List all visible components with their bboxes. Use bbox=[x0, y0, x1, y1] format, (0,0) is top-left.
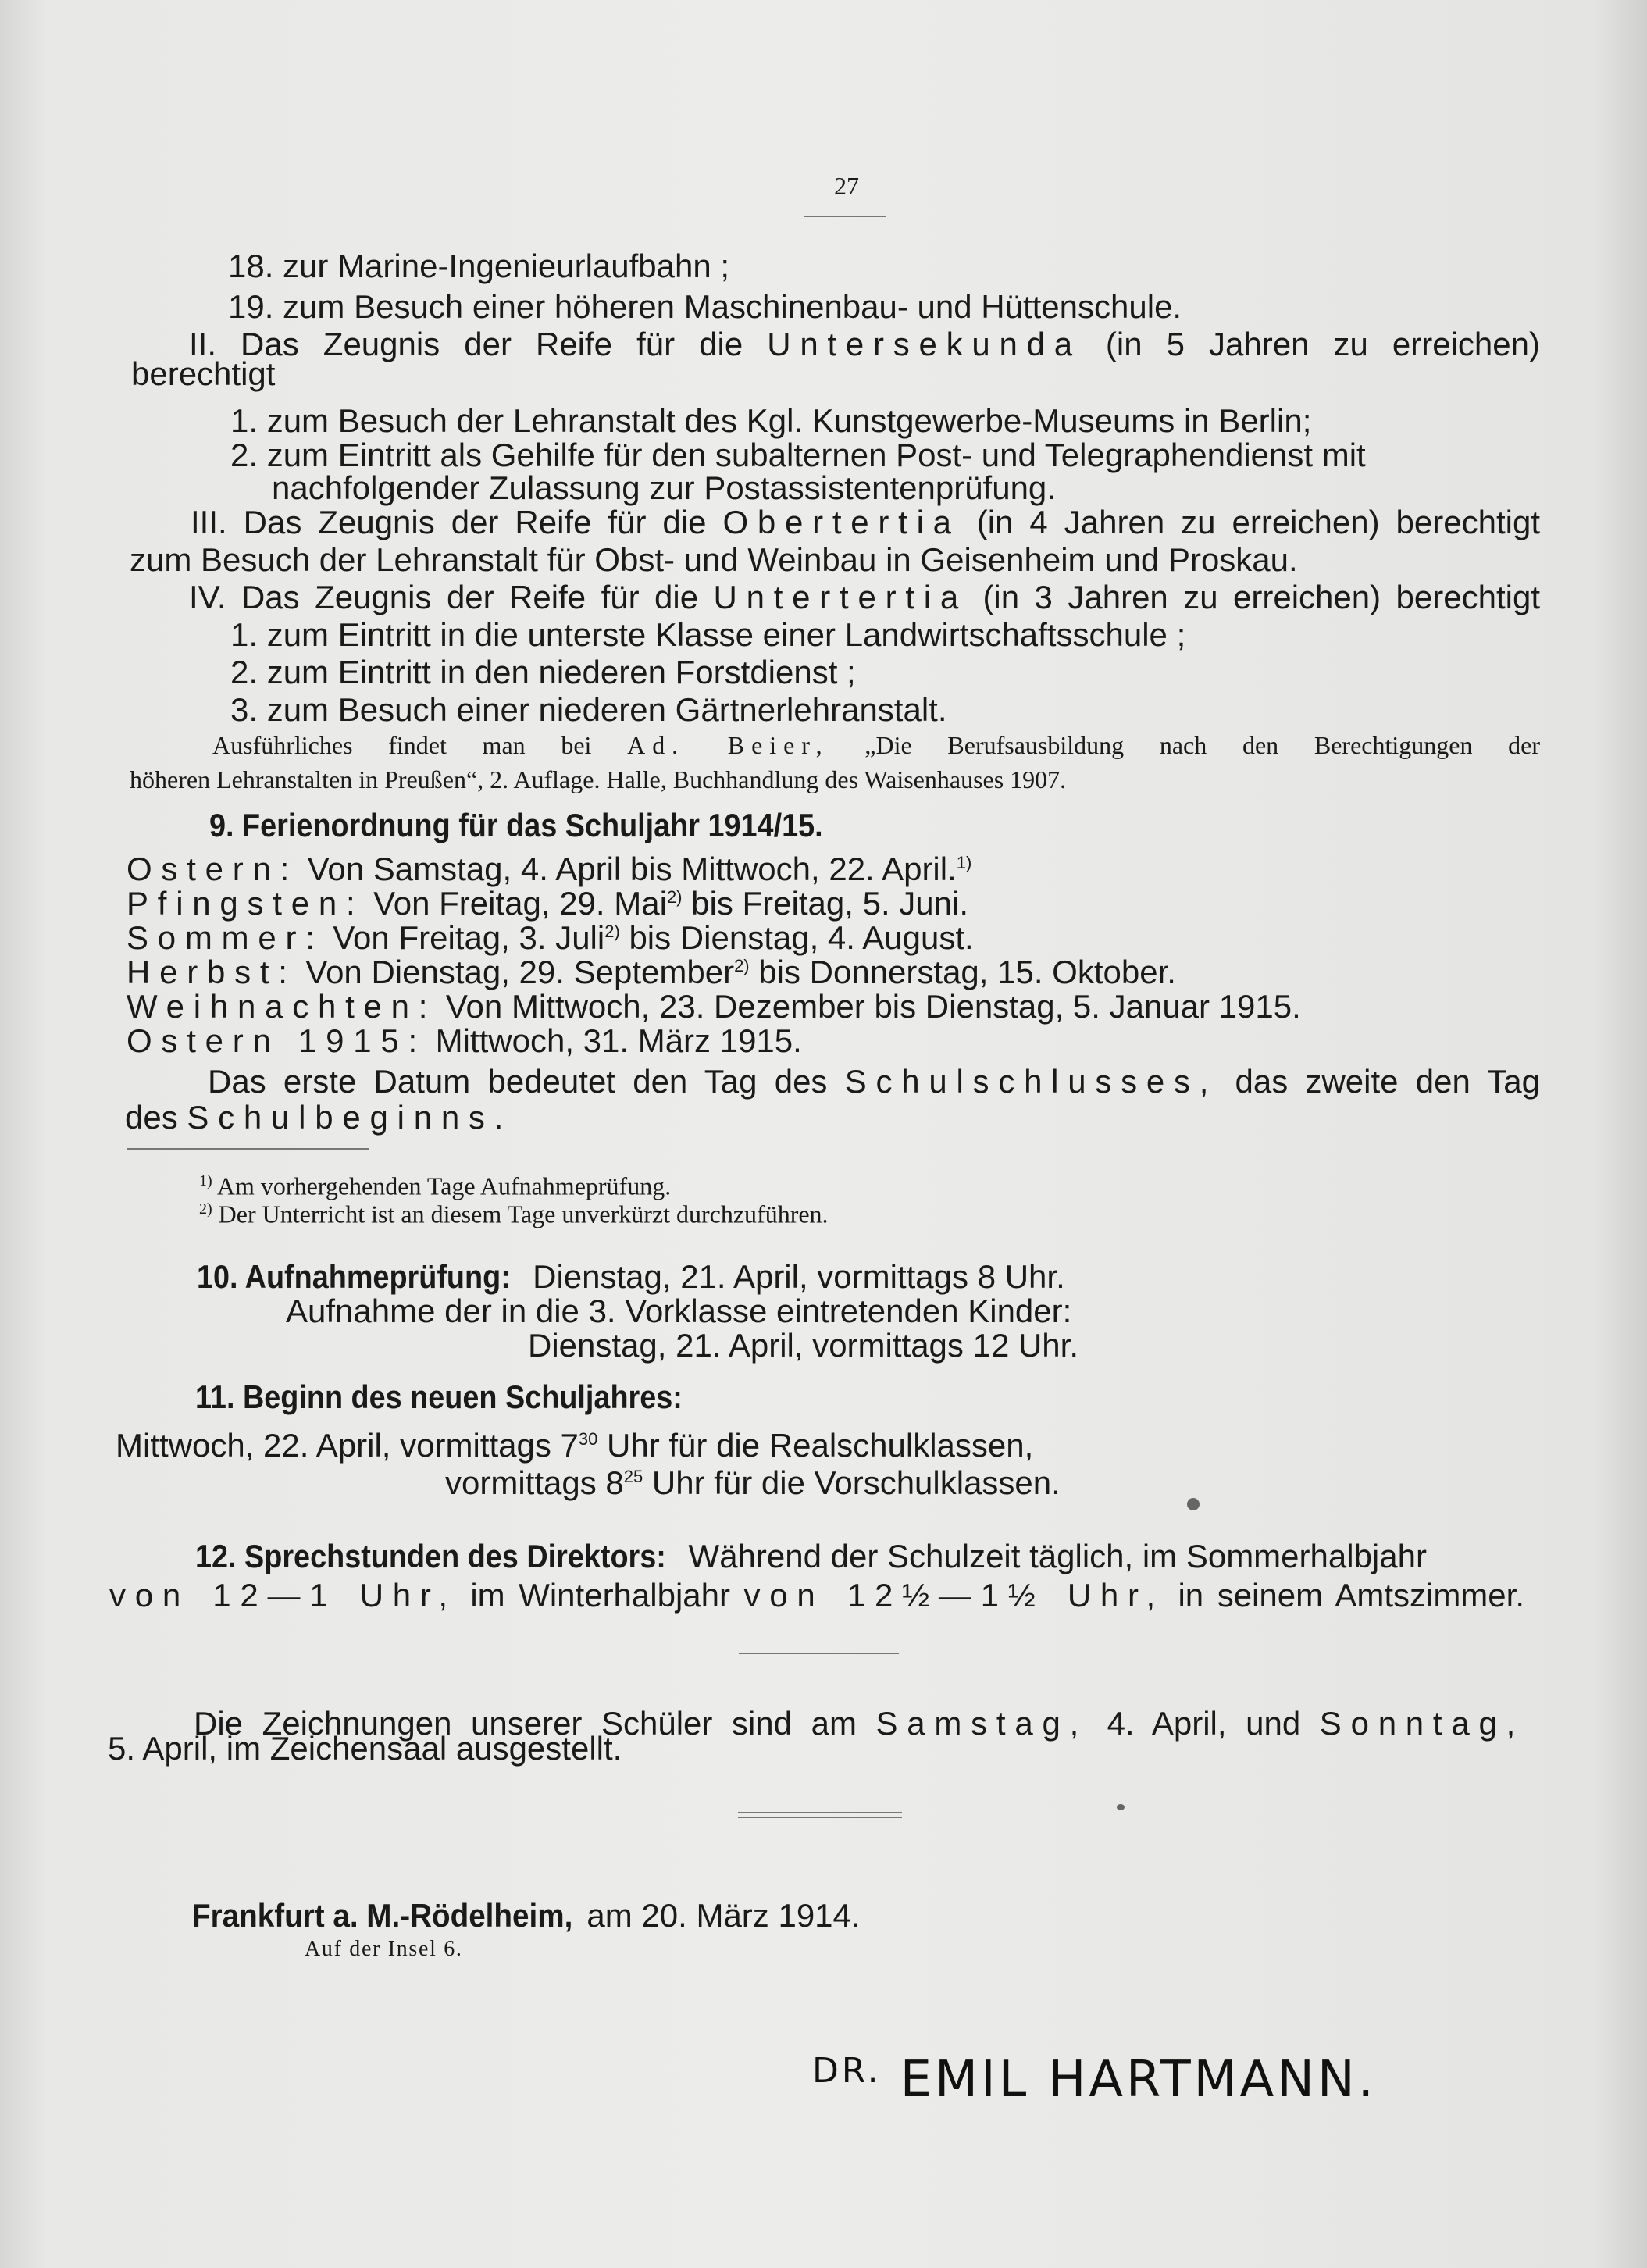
holiday-row: Herbst: Von Dienstag, 29. September$^{2)}$ bis Donnerstag, 15. Oktober. bbox=[127, 954, 1176, 990]
reference-note-line1: Ausführliches findet man bei Ad. Beier, „Die Berufsausbildung nach den Berechtigungen der bbox=[212, 731, 1541, 759]
section-9-note-line2: des Schulbeginns. bbox=[125, 1099, 513, 1136]
page-number-rule bbox=[804, 216, 886, 217]
holiday-row: Pfingsten: Von Freitag, 29. Mai$^{2)}$ bis Freitag, 5. Juni. bbox=[127, 885, 968, 922]
section-11-heading: 11. Beginn des neuen Schuljahres: bbox=[195, 1378, 683, 1415]
section-ii-item2-line1: 2. zum Eintritt als Gehilfe für den subalternen Post- und Telegraphendienst mit bbox=[230, 437, 1366, 473]
section-11-line2: vormittags $8^{25}$ Uhr für die Vorschulklassen. bbox=[445, 1464, 1061, 1501]
section-ii-item2-line2: nachfolgender Zulassung zur Postassistentenprüfung. bbox=[272, 469, 1056, 506]
page-number: 27 bbox=[834, 172, 859, 200]
section-iv-item3: 3. zum Besuch einer niederen Gärtnerlehranstalt. bbox=[230, 691, 947, 728]
section-ii-item1: 1. zum Besuch der Lehranstalt des Kgl. Kunstgewerbe-Museums in Berlin; bbox=[230, 402, 1312, 439]
section-12-line1: 12. Sprechstunden des Direktors: Während der Schulzeit täglich, im Sommerhalbjahr bbox=[195, 1538, 1427, 1574]
reference-note-line2: höheren Lehranstalten in Preußen“, 2. Auflage. Halle, Buchhandlung des Waisenhauses 1907. bbox=[130, 765, 1067, 793]
list-item-19: 19. zum Besuch einer höheren Maschinenbau- und Hüttenschule. bbox=[228, 288, 1182, 325]
section-12-line2: von 12—1 Uhr, im Winterhalbjahr von 12½—1½ Uhr, in seinem Amtszimmer. bbox=[109, 1577, 1524, 1614]
list-item-18: 18. zur Marine-Ingenieurlaufbahn ; bbox=[228, 248, 730, 284]
footnote-1: $^{1)}$ Am vorhergehenden Tage Aufnahmeprüfung. bbox=[199, 1171, 672, 1200]
section-9-note-line1: Das erste Datum bedeutet den Tag des Schulschlusses, das zweite den Tag bbox=[208, 1063, 1540, 1100]
section-10-line1: 10. Aufnahmeprüfung: Dienstag, 21. April, vormittags 8 Uhr. bbox=[197, 1258, 1065, 1295]
section-10-heading: 10. Aufnahmeprüfung: bbox=[197, 1258, 511, 1295]
holiday-row: Sommer: Von Freitag, 3. Juli$^{2)}$ bis Dienstag, 4. August. bbox=[127, 919, 974, 956]
divider-rule bbox=[739, 1653, 899, 1654]
section-iv-item1: 1. zum Eintritt in die unterste Klasse einer Landwirtschaftsschule ; bbox=[230, 616, 1186, 653]
scan-speck bbox=[1117, 1804, 1125, 1810]
footnote-2: $^{2)}$ Der Unterricht ist an diesem Tage unverkürzt durchzuführen. bbox=[199, 1200, 829, 1228]
holiday-row: Ostern 1915: Mittwoch, 31. März 1915. bbox=[127, 1022, 802, 1059]
signature: $^{DR.}$ EMIL HARTMANN. bbox=[812, 2051, 1377, 2109]
section-ii-line1: II. Das Zeugnis der Reife für die Untersekunda (in 5 Jahren zu erreichen) bbox=[189, 326, 1540, 362]
double-rule bbox=[738, 1812, 902, 1818]
section-iii-line2: zum Besuch der Lehranstalt für Obst- und Weinbau in Geisenheim und Proskau. bbox=[130, 541, 1298, 578]
closing-address: Auf der Insel 6. bbox=[305, 1937, 463, 1961]
section-10-line3: Dienstag, 21. April, vormittags 12 Uhr. bbox=[528, 1327, 1078, 1364]
holiday-row: Weihnachten: Von Mittwoch, 23. Dezember bis Dienstag, 5. Januar 1915. bbox=[127, 988, 1301, 1025]
closing-place-date: Frankfurt a. M.-Rödelheim, am 20. März 1914. bbox=[192, 1897, 861, 1934]
scan-speck bbox=[1187, 1498, 1200, 1510]
section-ii-line2: berechtigt bbox=[131, 355, 276, 392]
drawings-note-line1: Die Zeichnungen unserer Schüler sind am Samstag, 4. April, und Sonntag, bbox=[194, 1705, 1525, 1742]
section-12-heading: 12. Sprechstunden des Direktors: bbox=[195, 1538, 666, 1574]
section-iii-line1: III. Das Zeugnis der Reife für die Obertertia (in 4 Jahren zu erreichen) berechtigt bbox=[191, 504, 1541, 540]
section-9-heading: 9. Ferienordnung für das Schuljahr 1914/15. bbox=[209, 807, 823, 843]
section-10-line2: Aufnahme der in die 3. Vorklasse eintretenden Kinder: bbox=[286, 1293, 1072, 1329]
holiday-row: Ostern: Von Samstag, 4. April bis Mittwoch, 22. April.$^{1)}$ bbox=[127, 850, 972, 887]
section-iv-item2: 2. zum Eintritt in den niederen Forstdienst ; bbox=[230, 654, 856, 690]
section-11-line1: Mittwoch, 22. April, vormittags $7^{30}$ Uhr für die Realschulklassen, bbox=[116, 1427, 1034, 1464]
section-iv-line1: IV. Das Zeugnis der Reife für die Untertertia (in 3 Jahren zu erreichen) berechtigt bbox=[189, 579, 1541, 615]
footnote-rule bbox=[127, 1148, 369, 1150]
drawings-note-line2: 5. April, im Zeichensaal ausgestellt. bbox=[108, 1730, 622, 1767]
